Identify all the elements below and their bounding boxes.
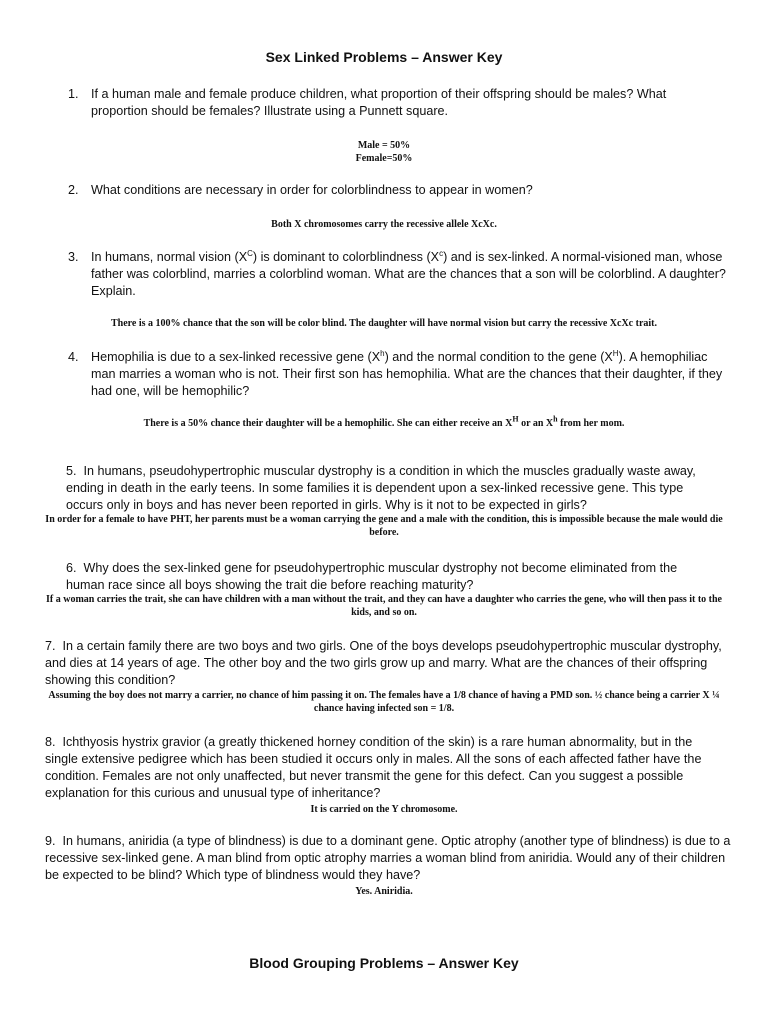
answer-2: Both X chromosomes carry the recessive allele XcXc.: [271, 219, 497, 230]
question-number: 6.: [66, 561, 77, 575]
page-title: Sex Linked Problems – Answer Key: [265, 49, 503, 65]
answer-3: There is a 100% chance that the son will be color blind. The daughter will have normal vision but carry the recessive XcXc trait.: [111, 318, 657, 329]
question-6: [66, 560, 706, 594]
question-number: 9.: [45, 834, 56, 848]
question-number: 8.: [45, 735, 56, 749]
question-1: [68, 86, 698, 120]
question-number: 3.: [68, 250, 79, 264]
question-3: [68, 249, 728, 300]
question-text: Hemophilia is due to a sex-linked recessive gene $(X^h)$ and the normal condition to the gene $(X^H)$. A hemophiliac man marries a woman who is not. Their first son has hemophilia. What are the chances that their daughter, if they had one, will be hemophilic?: [91, 348, 723, 398]
question-number: 1.: [68, 87, 79, 101]
question-7: [45, 638, 725, 689]
question-text: In humans, normal vision $(X^C)$ is dominant to colorblindness $(X^c)$ and is sex-linked. A normal-visioned man, whose father was colorblind, marries a colorblind woman. What are the chances that a son will be colorblind. A daughter? Explain.: [91, 248, 726, 298]
question-text: 7. In a certain family there are two boys and two girls. One of the boys develops pseudohypertrophic muscular dystrophy, and dies at 14 years of age. The other boy and the two girls grow up and marry. What are the chances of their offspring showing this condition?: [45, 639, 722, 687]
question-text: 8. Ichthyosis hystrix gravior (a greatly thickened horney condition of the skin) is a rare human abnormality, but in the single extensive pedigree which has been studied it occurs only in males. All the sons of each affected father have the condition. Females are not only unaffected, but never transmit the gene for this defect. Can you suggest a possible explanation for this curious and unusual type of inheritance?: [45, 735, 702, 800]
answer-4: There is a 50% chance their daughter will be a hemophilic. She can either receive an $X^H$ or an $X^h$ from her mom.: [143, 414, 625, 429]
question-9: [45, 833, 735, 884]
question-4: [68, 349, 723, 400]
question-5: [66, 463, 716, 514]
question-text: 5. In humans, pseudohypertrophic muscular dystrophy is a condition in which the muscles gradually waste away, ending in death in the early teens. In some families it is dependent upon a sex-linked recessive gene. This type occurs only in boys and has never been reported in girls. Why is it not to be expected in girls?: [66, 464, 696, 512]
question-text: 9. In humans, aniridia (a type of blindness) is due to a dominant gene. Optic atrophy (another type of blindness) is due to a recessive sex-linked gene. A man blind from optic atrophy marries a woman blind from aniridia. Would any of their children be expected to be blind? Which type of blindness would they have?: [45, 834, 731, 882]
question-text: If a human male and female produce children, what proportion of their offspring should be males? What proportion should be females? Illustrate using a Punnett square.: [91, 87, 667, 118]
answer-line: Female=50%: [355, 152, 413, 164]
answer-1: [0, 140, 768, 165]
question-number: 2.: [68, 183, 79, 197]
question-2: [68, 182, 698, 199]
question-8: [45, 734, 725, 802]
answer-line: Male = 50%: [357, 140, 411, 151]
answer-7: Assuming the boy does not marry a carrier, no chance of him passing it on. The females have a 1/8 chance of having a PMD son. ½ chance being a carrier X ¼ chance having infected son = 1/8.: [48, 690, 720, 714]
question-number: 7.: [45, 639, 56, 653]
answer-6: If a woman carries the trait, she can have children with a man without the trait, and they can have a daughter who carries the gene, who will then pass it to the kids, and so on.: [46, 594, 722, 618]
question-number: 4.: [68, 350, 79, 364]
section-title: Blood Grouping Problems – Answer Key: [249, 955, 519, 971]
question-text: 6. Why does the sex-linked gene for pseudohypertrophic muscular dystrophy not become eliminated from the human race since all boys showing the trait die before reaching maturity?: [66, 561, 678, 592]
answer-5: In order for a female to have PHT, her parents must be a woman carrying the gene and a male with the condition, this is impossible because the male would die before.: [45, 514, 723, 538]
question-number: 5.: [66, 464, 77, 478]
answer-8: It is carried on the Y chromosome.: [310, 804, 458, 815]
answer-9: Yes. Aniridia.: [355, 886, 413, 897]
question-text: What conditions are necessary in order for colorblindness to appear in women?: [91, 183, 533, 197]
